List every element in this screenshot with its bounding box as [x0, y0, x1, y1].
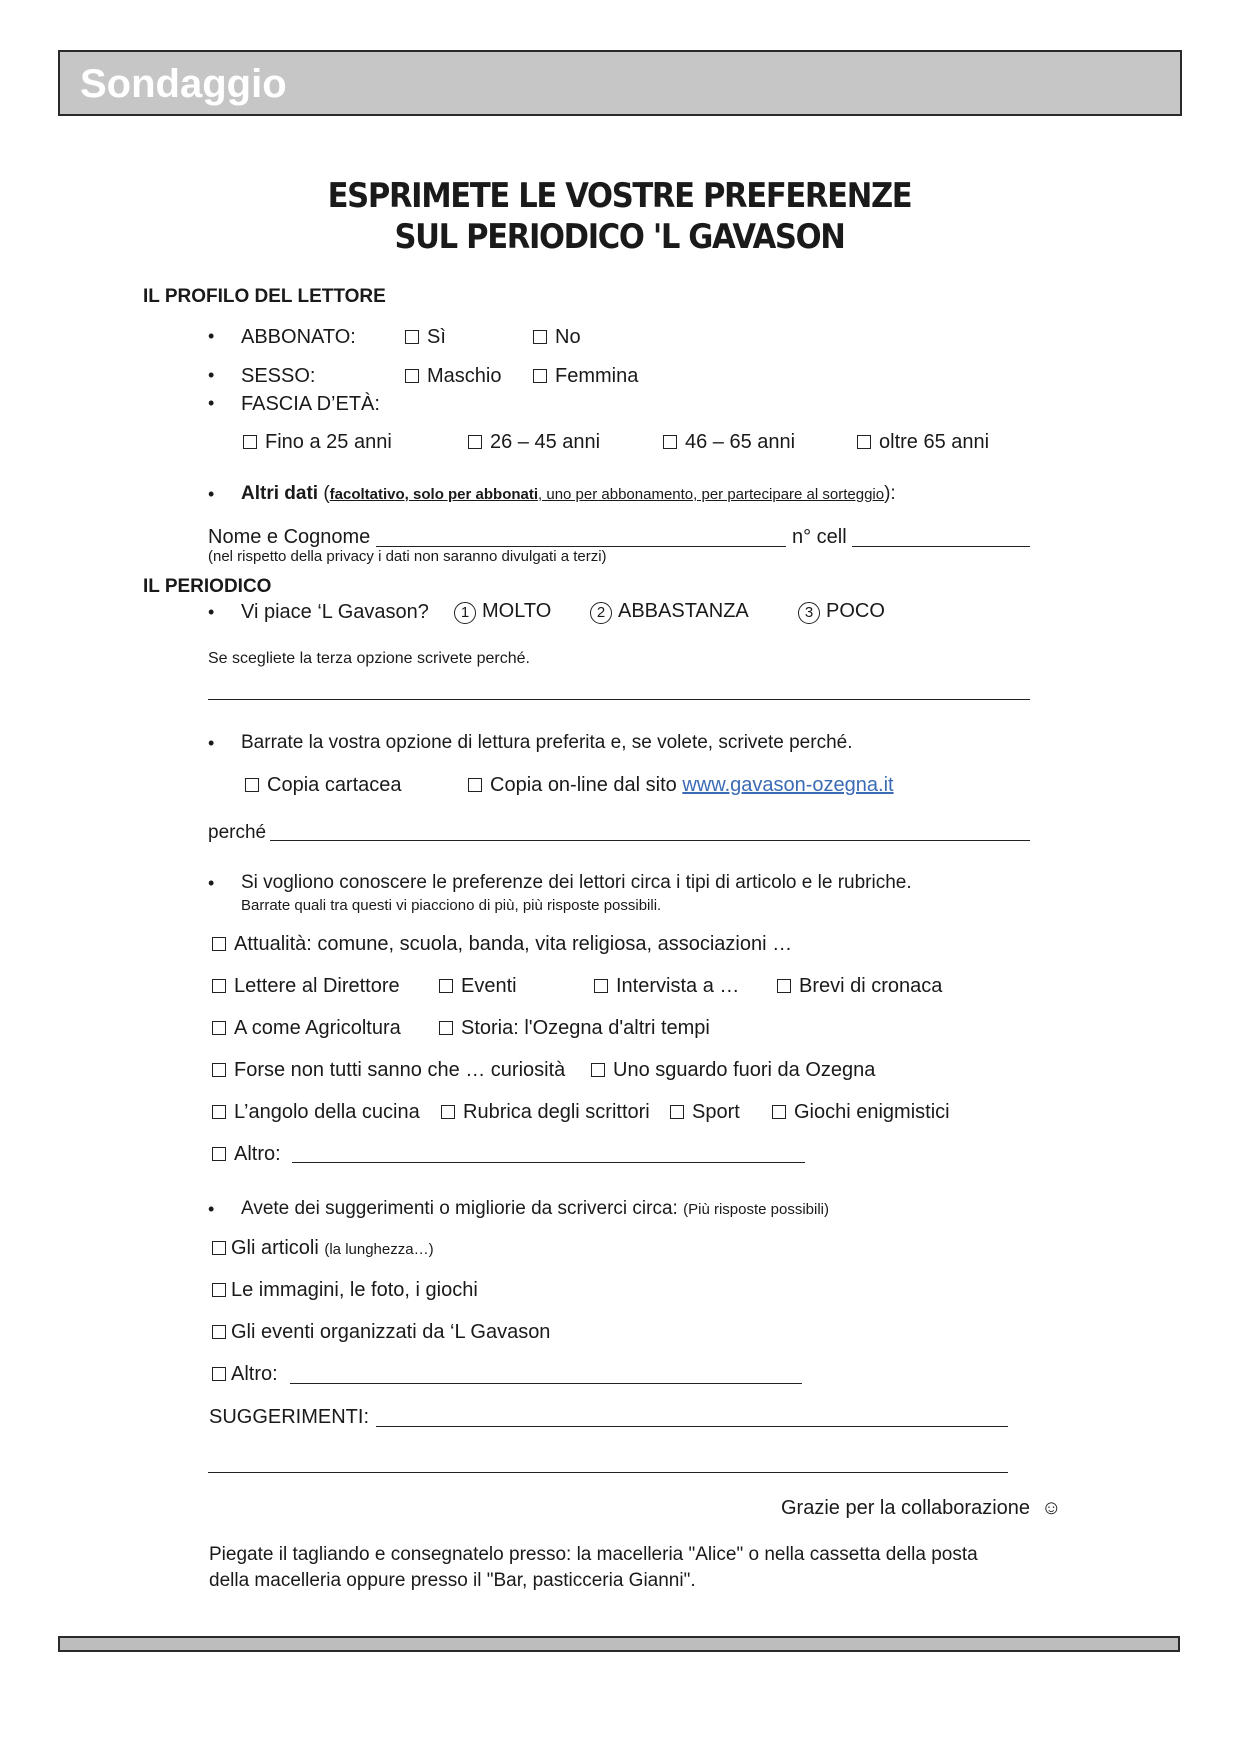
delivery-line-1: Piegate il tagliando e consegnatelo presso: la macelleria "Alice" o nella cassetta della posta [209, 1544, 978, 1565]
checkbox-icon[interactable] [533, 369, 547, 383]
articles-question: Si vogliono conoscere le preferenze dei lettori circa i tipi di articolo e le rubriche. [241, 872, 912, 893]
third-option-note: Se scegliete la terza opzione scrivete perché. [208, 650, 530, 667]
age-option-0[interactable]: Fino a 25 anni [243, 431, 392, 454]
articles-subnote: Barrate quali tra questi vi piacciono di più, più risposte possibili. [241, 897, 662, 914]
checkbox-icon[interactable] [533, 330, 547, 344]
sex-female-option[interactable]: Femmina [533, 365, 638, 388]
bullet-icon: • [208, 733, 215, 753]
checkbox-icon[interactable] [772, 1105, 786, 1119]
bullet-icon: • [208, 326, 215, 346]
rubric-interview-option[interactable]: Intervista a … [594, 975, 739, 998]
rubric-outside-option[interactable]: Uno sguardo fuori da Ozegna [591, 1059, 875, 1082]
name-input-line[interactable] [376, 546, 786, 547]
suggest-other-input-line[interactable] [290, 1383, 802, 1384]
checkbox-icon[interactable] [212, 1147, 226, 1161]
bullet-icon: • [208, 1199, 215, 1219]
suggest-question: Avete dei suggerimenti o migliorie da scriverci circa: (Più risposte possibili) [241, 1198, 829, 1219]
rubric-events-option[interactable]: Eventi [439, 975, 517, 998]
thanks-text: Grazie per la collaborazione ☺ [781, 1497, 1062, 1519]
checkbox-icon[interactable] [245, 778, 259, 792]
suggestions-input-line-2[interactable] [208, 1472, 1008, 1473]
checkbox-icon[interactable] [441, 1105, 455, 1119]
age-option-3[interactable]: oltre 65 anni [857, 431, 989, 454]
suggest-articles-option[interactable]: Gli articoli (la lunghezza…) [212, 1237, 434, 1260]
bullet-icon: • [208, 873, 215, 893]
checkbox-icon[interactable] [439, 1021, 453, 1035]
like-option-poco[interactable]: 3 POCO [798, 600, 885, 624]
rubric-writers-option[interactable]: Rubrica degli scrittori [441, 1101, 650, 1124]
rubric-letters-option[interactable]: Lettere al Direttore [212, 975, 400, 998]
age-option-1[interactable]: 26 – 45 anni [468, 431, 600, 454]
suggest-images-option[interactable]: Le immagini, le foto, i giochi [212, 1279, 478, 1302]
survey-title-line1: ESPRIMETE LE VOSTRE PREFERENZE [327, 176, 912, 216]
suggestions-input-line-1[interactable] [376, 1426, 1008, 1427]
rubric-sport-option[interactable]: Sport [670, 1101, 740, 1124]
smiley-icon: ☺ [1041, 1497, 1062, 1519]
checkbox-icon[interactable] [212, 979, 226, 993]
checkbox-icon[interactable] [777, 979, 791, 993]
header-bar [58, 50, 1182, 116]
like-question: Vi piace ‘L Gavason? [241, 601, 429, 623]
checkbox-icon[interactable] [468, 435, 482, 449]
paper-copy-option[interactable]: Copia cartacea [245, 774, 402, 797]
checkbox-icon[interactable] [857, 435, 871, 449]
checkbox-icon[interactable] [468, 778, 482, 792]
circled-number-icon: 1 [454, 602, 476, 624]
rubric-kitchen-option[interactable]: L’angolo della cucina [212, 1101, 420, 1124]
rubric-current-option[interactable]: Attualità: comune, scuola, banda, vita religiosa, associazioni … [212, 933, 792, 956]
rubric-other-input-line[interactable] [292, 1162, 805, 1163]
checkbox-icon[interactable] [212, 1283, 226, 1297]
checkbox-icon[interactable] [594, 979, 608, 993]
checkbox-icon[interactable] [439, 979, 453, 993]
periodical-heading: IL PERIODICO [143, 576, 272, 597]
bullet-icon: • [208, 484, 215, 504]
checkbox-icon[interactable] [212, 1241, 226, 1255]
subscriber-yes-option[interactable]: Sì [405, 326, 446, 349]
name-label: Nome e Cognome [208, 526, 371, 548]
bullet-icon: • [208, 365, 215, 385]
footer-bar [58, 1636, 1180, 1652]
sex-label: SESSO: [241, 365, 316, 387]
subscriber-no-option[interactable]: No [533, 326, 581, 349]
rubric-puzzles-option[interactable]: Giochi enigmistici [772, 1101, 950, 1124]
checkbox-icon[interactable] [212, 1367, 226, 1381]
cell-label: n° cell [792, 526, 847, 548]
checkbox-icon[interactable] [212, 1325, 226, 1339]
suggest-other-option[interactable]: Altro: [212, 1363, 278, 1386]
bullet-icon: • [208, 602, 215, 622]
checkbox-icon[interactable] [212, 1063, 226, 1077]
circled-number-icon: 3 [798, 602, 820, 624]
header-title: Sondaggio [80, 62, 287, 106]
checkbox-icon[interactable] [405, 330, 419, 344]
checkbox-icon[interactable] [212, 1105, 226, 1119]
site-link[interactable]: www.gavason-ozegna.it [682, 774, 894, 796]
like-option-abbastanza[interactable]: 2 ABBASTANZA [590, 600, 749, 624]
survey-title-line2: SUL PERIODICO 'L GAVASON [394, 217, 845, 257]
privacy-note: (nel rispetto della privacy i dati non saranno divulgati a terzi) [208, 548, 607, 565]
checkbox-icon[interactable] [243, 435, 257, 449]
age-label: FASCIA D’ETÀ: [241, 393, 380, 415]
delivery-line-2: della macelleria oppure presso il "Bar, pasticceria Gianni". [209, 1570, 696, 1591]
checkbox-icon[interactable] [591, 1063, 605, 1077]
cell-input-line[interactable] [852, 546, 1030, 547]
rubric-news-option[interactable]: Brevi di cronaca [777, 975, 942, 998]
checkbox-icon[interactable] [663, 435, 677, 449]
age-option-2[interactable]: 46 – 65 anni [663, 431, 795, 454]
other-data-heading: Altri dati (facoltativo, solo per abbonati, uno per abbonamento, per partecipare al sorteggio): [241, 483, 896, 504]
online-copy-option[interactable]: Copia on-line dal sito www.gavason-ozegna.it [468, 774, 894, 797]
bullet-icon: • [208, 393, 215, 413]
checkbox-icon[interactable] [670, 1105, 684, 1119]
rubric-history-option[interactable]: Storia: l'Ozegna d'altri tempi [439, 1017, 710, 1040]
reading-question: Barrate la vostra opzione di lettura preferita e, se volete, scrivete perché. [241, 732, 853, 753]
third-option-answer-line[interactable] [208, 699, 1030, 700]
suggest-events-option[interactable]: Gli eventi organizzati da ‘L Gavason [212, 1321, 550, 1344]
rubric-other-option[interactable]: Altro: [212, 1143, 281, 1166]
checkbox-icon[interactable] [405, 369, 419, 383]
profile-heading: IL PROFILO DEL LETTORE [143, 286, 386, 307]
subscriber-label: ABBONATO: [241, 326, 356, 348]
sex-male-option[interactable]: Maschio [405, 365, 501, 388]
rubric-agri-option[interactable]: A come Agricoltura [212, 1017, 401, 1040]
checkbox-icon[interactable] [212, 937, 226, 951]
checkbox-icon[interactable] [212, 1021, 226, 1035]
why-input-line[interactable] [270, 840, 1030, 841]
like-option-molto[interactable]: 1 MOLTO [454, 600, 551, 624]
suggestions-label: SUGGERIMENTI: [209, 1406, 370, 1428]
rubric-curiosity-option[interactable]: Forse non tutti sanno che … curiosità [212, 1059, 565, 1082]
why-label: perché [208, 822, 267, 843]
circled-number-icon: 2 [590, 602, 612, 624]
